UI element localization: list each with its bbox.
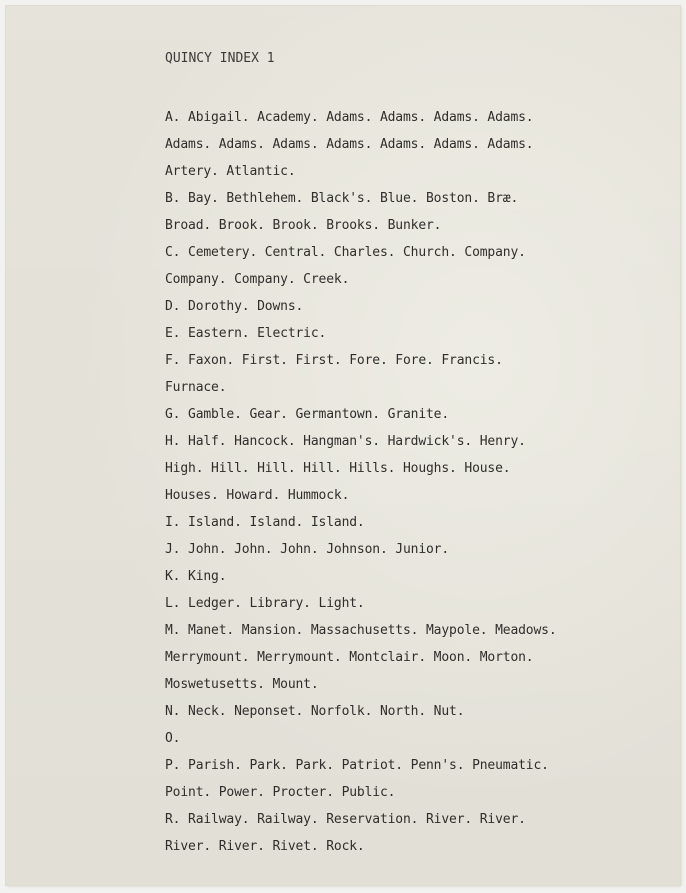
index-line: K. King.: [165, 569, 227, 584]
index-line: L. Ledger. Library. Light.: [165, 596, 365, 611]
index-line: Artery. Atlantic.: [165, 164, 296, 179]
typewritten-page: [6, 6, 680, 885]
index-entries: [165, 104, 557, 860]
index-line: Broad. Brook. Brook. Brooks. Bunker.: [165, 218, 442, 233]
index-line: G. Gamble. Gear. Germantown. Granite.: [165, 407, 450, 422]
index-line: Company. Company. Creek.: [165, 272, 350, 287]
index-line: O.: [165, 731, 181, 746]
index-line: A. Abigail. Academy. Adams. Adams. Adams. Adams.: [165, 110, 534, 125]
page-title: QUINCY INDEX 1: [165, 51, 275, 66]
index-line: M. Manet. Mansion. Massachusetts. Maypole. Meadows.: [165, 623, 557, 638]
index-line: C. Cemetery. Central. Charles. Church. Company.: [165, 245, 526, 260]
index-line: Furnace.: [165, 380, 227, 395]
index-line: Moswetusetts. Mount.: [165, 677, 319, 692]
index-line: D. Dorothy. Downs.: [165, 299, 304, 314]
index-line: I. Island. Island. Island.: [165, 515, 365, 530]
index-line: H. Half. Hancock. Hangman's. Hardwick's. Henry.: [165, 434, 526, 449]
index-line: Merrymount. Merrymount. Montclair. Moon. Morton.: [165, 650, 534, 665]
index-line: E. Eastern. Electric.: [165, 326, 327, 341]
index-line: Houses. Howard. Hummock.: [165, 488, 350, 503]
index-line: High. Hill. Hill. Hill. Hills. Houghs. House.: [165, 461, 511, 476]
index-line: N. Neck. Neponset. Norfolk. North. Nut.: [165, 704, 465, 719]
index-line: P. Parish. Park. Park. Patriot. Penn's. Pneumatic.: [165, 758, 549, 773]
index-line: B. Bay. Bethlehem. Black's. Blue. Boston. Bræ.: [165, 191, 519, 206]
index-line: Adams. Adams. Adams. Adams. Adams. Adams. Adams.: [165, 137, 534, 152]
index-line: F. Faxon. First. First. Fore. Fore. Francis.: [165, 353, 503, 368]
index-line: Point. Power. Procter. Public.: [165, 785, 396, 800]
index-line: River. River. Rivet. Rock.: [165, 839, 365, 854]
index-line: R. Railway. Railway. Reservation. River. River.: [165, 812, 526, 827]
index-line: J. John. John. John. Johnson. Junior.: [165, 542, 450, 557]
